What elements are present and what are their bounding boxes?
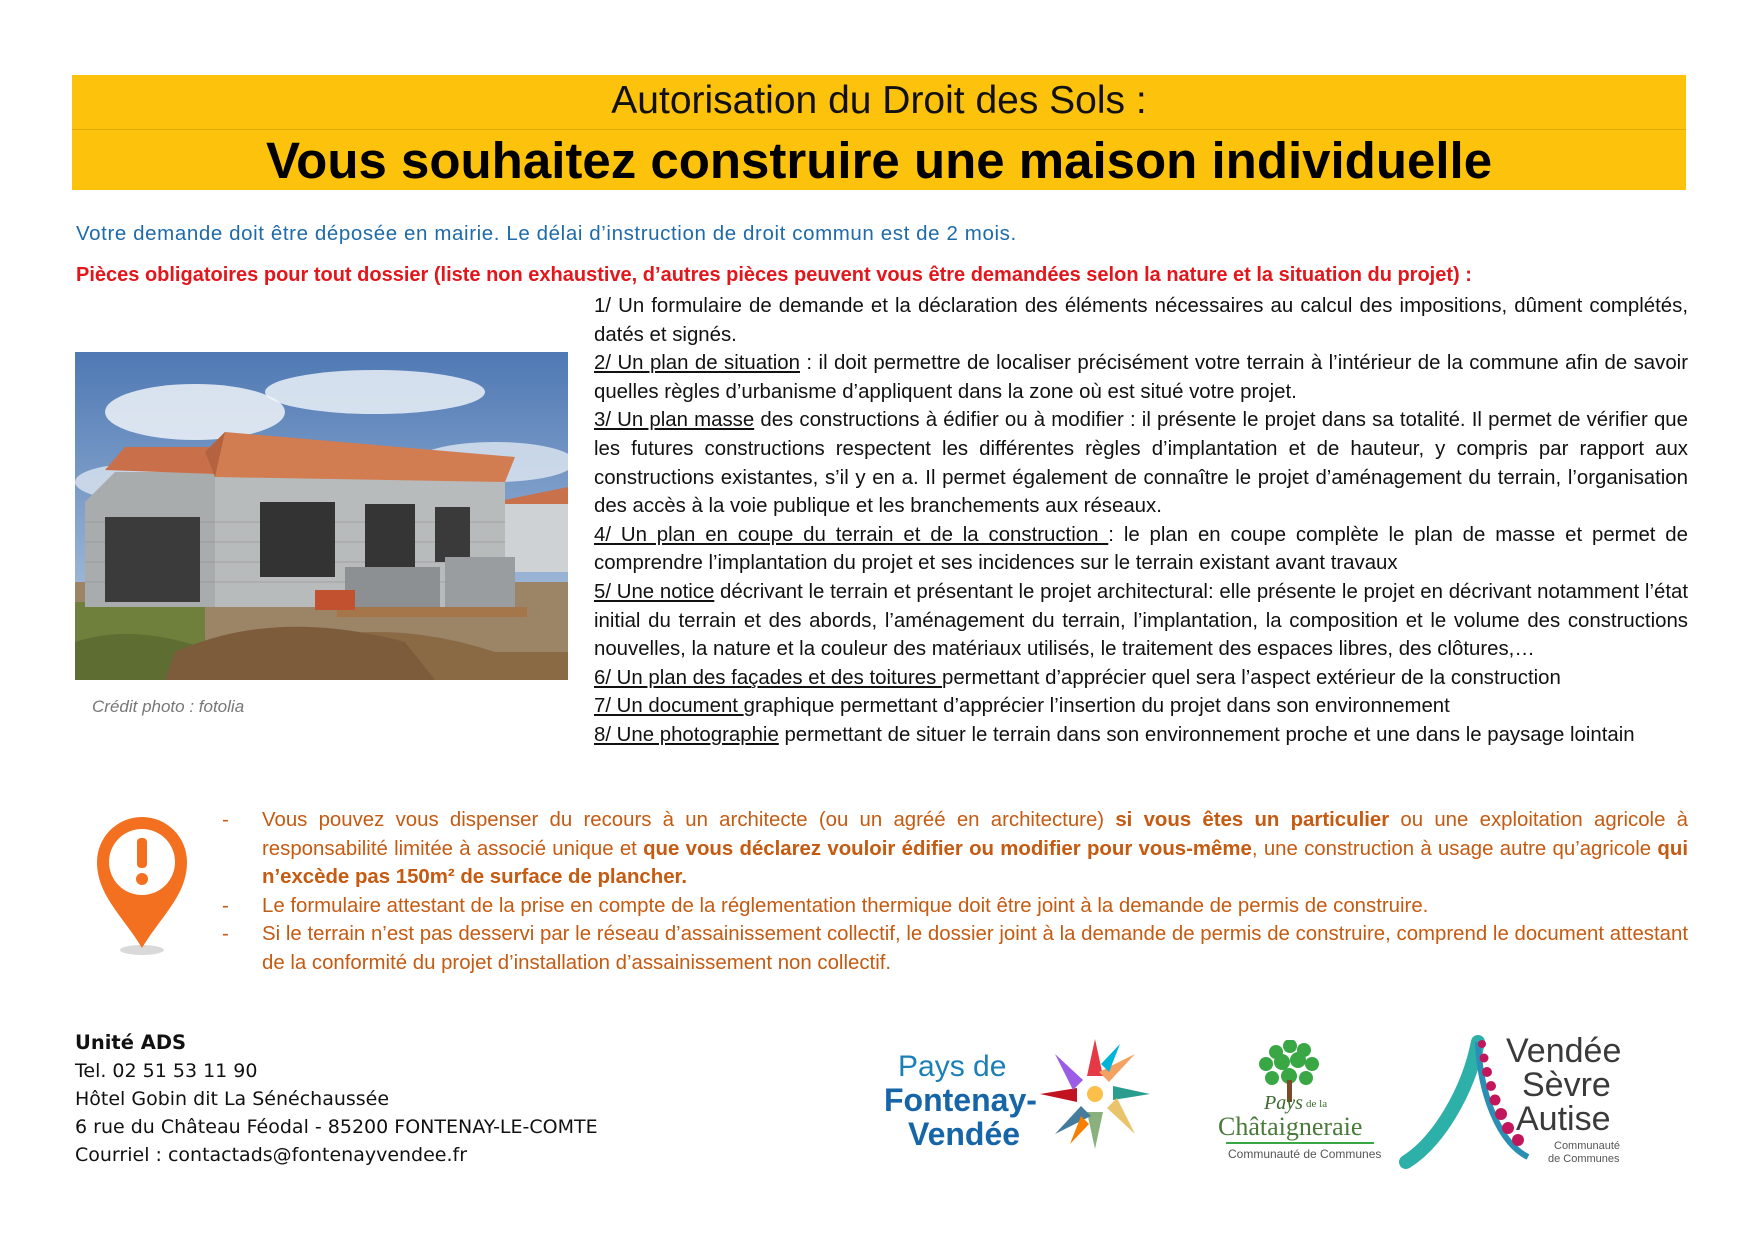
- note-architect: - Vous pouvez vous dispenser du recours à un architecte (ou un agréé en architecture) si vous êtes un particulier ou une exploitation agricole à responsabilité limitée à associé unique et que vous déclarez vouloir édifier ou modifier pour vous-même, une construction à usage autre qu’agricole qui n’excède pas 150m² de surface de plancher.: [222, 809, 1688, 889]
- list-item: 5/ Une notice décrivant le terrain et présentant le projet architectural: elle présente le projet en décrivant notamment l’état initial du terrain et des abords, l’aménagement du terrain, l’implantation, la composition et le volume des constructions nouvelles, la nature et la couleur des matériaux utilisés, le traitement des espaces libres, des clôtures,…: [594, 580, 1688, 661]
- logo-vsa-sub1: Communauté: [1554, 1140, 1621, 1152]
- list-item: 7/ Un document graphique permettant d’apprécier l’insertion du projet dans son environnement: [594, 695, 1450, 718]
- list-item: 6/ Un plan des façades et des toitures permettant d’apprécier quel sera l’aspect extérieur de la construction: [594, 666, 1561, 689]
- logo-fontenay-line3: Vendée: [908, 1116, 1021, 1152]
- item-label: 7/ Un document: [594, 695, 744, 718]
- required-heading: Pièces obligatoires pour tout dossier (liste non exhaustive, d’autres pièces peuvent vous être demandées selon la nature et la situation du projet) :: [76, 264, 1472, 286]
- contact-phone: Tel. 02 51 53 11 90: [75, 1060, 258, 1082]
- note-thermal: - Le formulaire attestant de la prise en compte de la réglementation thermique doit être joint à la demande de permis de construire.: [222, 894, 1429, 917]
- banner-subtitle: Vous souhaitez construire une maison individuelle: [265, 132, 1493, 189]
- logo-chat-dela: de la: [1306, 1098, 1328, 1110]
- title-banner: [72, 75, 1686, 190]
- logo-fontenay-vendee: [880, 1032, 1180, 1164]
- contact-block: [75, 1029, 598, 1169]
- contact-address: 6 rue du Château Féodal - 85200 FONTENAY-LE-COMTE: [75, 1116, 598, 1138]
- item-label: 3/ Un plan masse: [594, 409, 755, 432]
- pieces-list: [594, 292, 1688, 750]
- logo-vendee-sevre-autise: [1398, 1032, 1648, 1172]
- item-label: 2/ Un plan de situation: [594, 352, 800, 375]
- list-item: 3/ Un plan masse des constructions à édifier ou à modifier : il présente le projet dans sa totalité. Il permet de vérifier que les futures constructions respectent les différentes règles d’implantation et de hauteur, y compris par rapport aux constructions existantes, s’il y en a. Il permet également de connaître le projet d’aménagement du terrain, l’organisation des accès à la voie publique et les branchements aux réseaux.: [594, 409, 1688, 518]
- item-label: 6/ Un plan des façades et des toitures: [594, 666, 942, 689]
- item-label: 8/ Une photographie: [594, 723, 779, 746]
- logo-vsa-sub2: de Communes: [1548, 1153, 1620, 1165]
- list-item: 1/ Un formulaire de demande et la déclaration des éléments nécessaires au calcul des impositions, dûment complétés, datés et signés.: [594, 295, 1688, 346]
- list-item: 8/ Une photographie permettant de situer le terrain dans son environnement proche et une dans le paysage lointain: [594, 723, 1635, 746]
- list-item: 2/ Un plan de situation : il doit permettre de localiser précisément votre terrain à l’intérieur de la commune afin de savoir quelles règles d’urbanisme d’appliquent dans la zone où est situé votre projet.: [594, 352, 1688, 403]
- banner-divider: [72, 129, 1686, 130]
- logo-fontenay-line2: Fontenay-: [884, 1082, 1037, 1118]
- item-label: 4/ Un plan en coupe du terrain et de la construction: [594, 523, 1109, 546]
- warning-pin-icon: [92, 810, 192, 960]
- notes-list: [222, 806, 1688, 978]
- logo-chat-sub: Communauté de Communes: [1228, 1147, 1382, 1161]
- house-photo: [75, 352, 568, 680]
- photo-credit: Crédit photo : fotolia: [92, 697, 245, 716]
- note-sanitation: - Si le terrain n’est pas desservi par le réseau d’assainissement collectif, le dossier joint à la demande de permis de construire, comprend le document attestant de la conformité du projet d’installation d’assainissement non collectif.: [222, 923, 1688, 974]
- logo-fontenay-line1: Pays de: [898, 1050, 1007, 1083]
- contact-email: Courriel : contactads@fontenayvendee.fr: [75, 1144, 468, 1166]
- logo-chat-name: Châtaigneraie: [1218, 1112, 1363, 1141]
- logo-vsa-line1: Vendée: [1506, 1032, 1622, 1070]
- list-item: 4/ Un plan en coupe du terrain et de la construction : le plan en coupe complète le plan de masse et permet de comprendre l’implantation du projet et ses incidences sur le terrain existant avant travaux: [594, 523, 1688, 575]
- logo-chataigneraie: [1214, 1040, 1384, 1170]
- intro-text: Votre demande doit être déposée en mairie. Le délai d’instruction de droit commun est de 2 mois.: [76, 222, 1017, 245]
- logo-vsa-line3: Autise: [1516, 1100, 1611, 1138]
- logo-chat-pays: Pays: [1264, 1092, 1303, 1114]
- contact-building: Hôtel Gobin dit La Sénéchaussée: [75, 1088, 390, 1110]
- banner-title: Autorisation du Droit des Sols :: [611, 79, 1147, 122]
- logo-vsa-line2: Sèvre: [1522, 1066, 1611, 1104]
- contact-title: Unité ADS: [75, 1031, 187, 1054]
- item-label: 5/ Une notice: [594, 580, 715, 603]
